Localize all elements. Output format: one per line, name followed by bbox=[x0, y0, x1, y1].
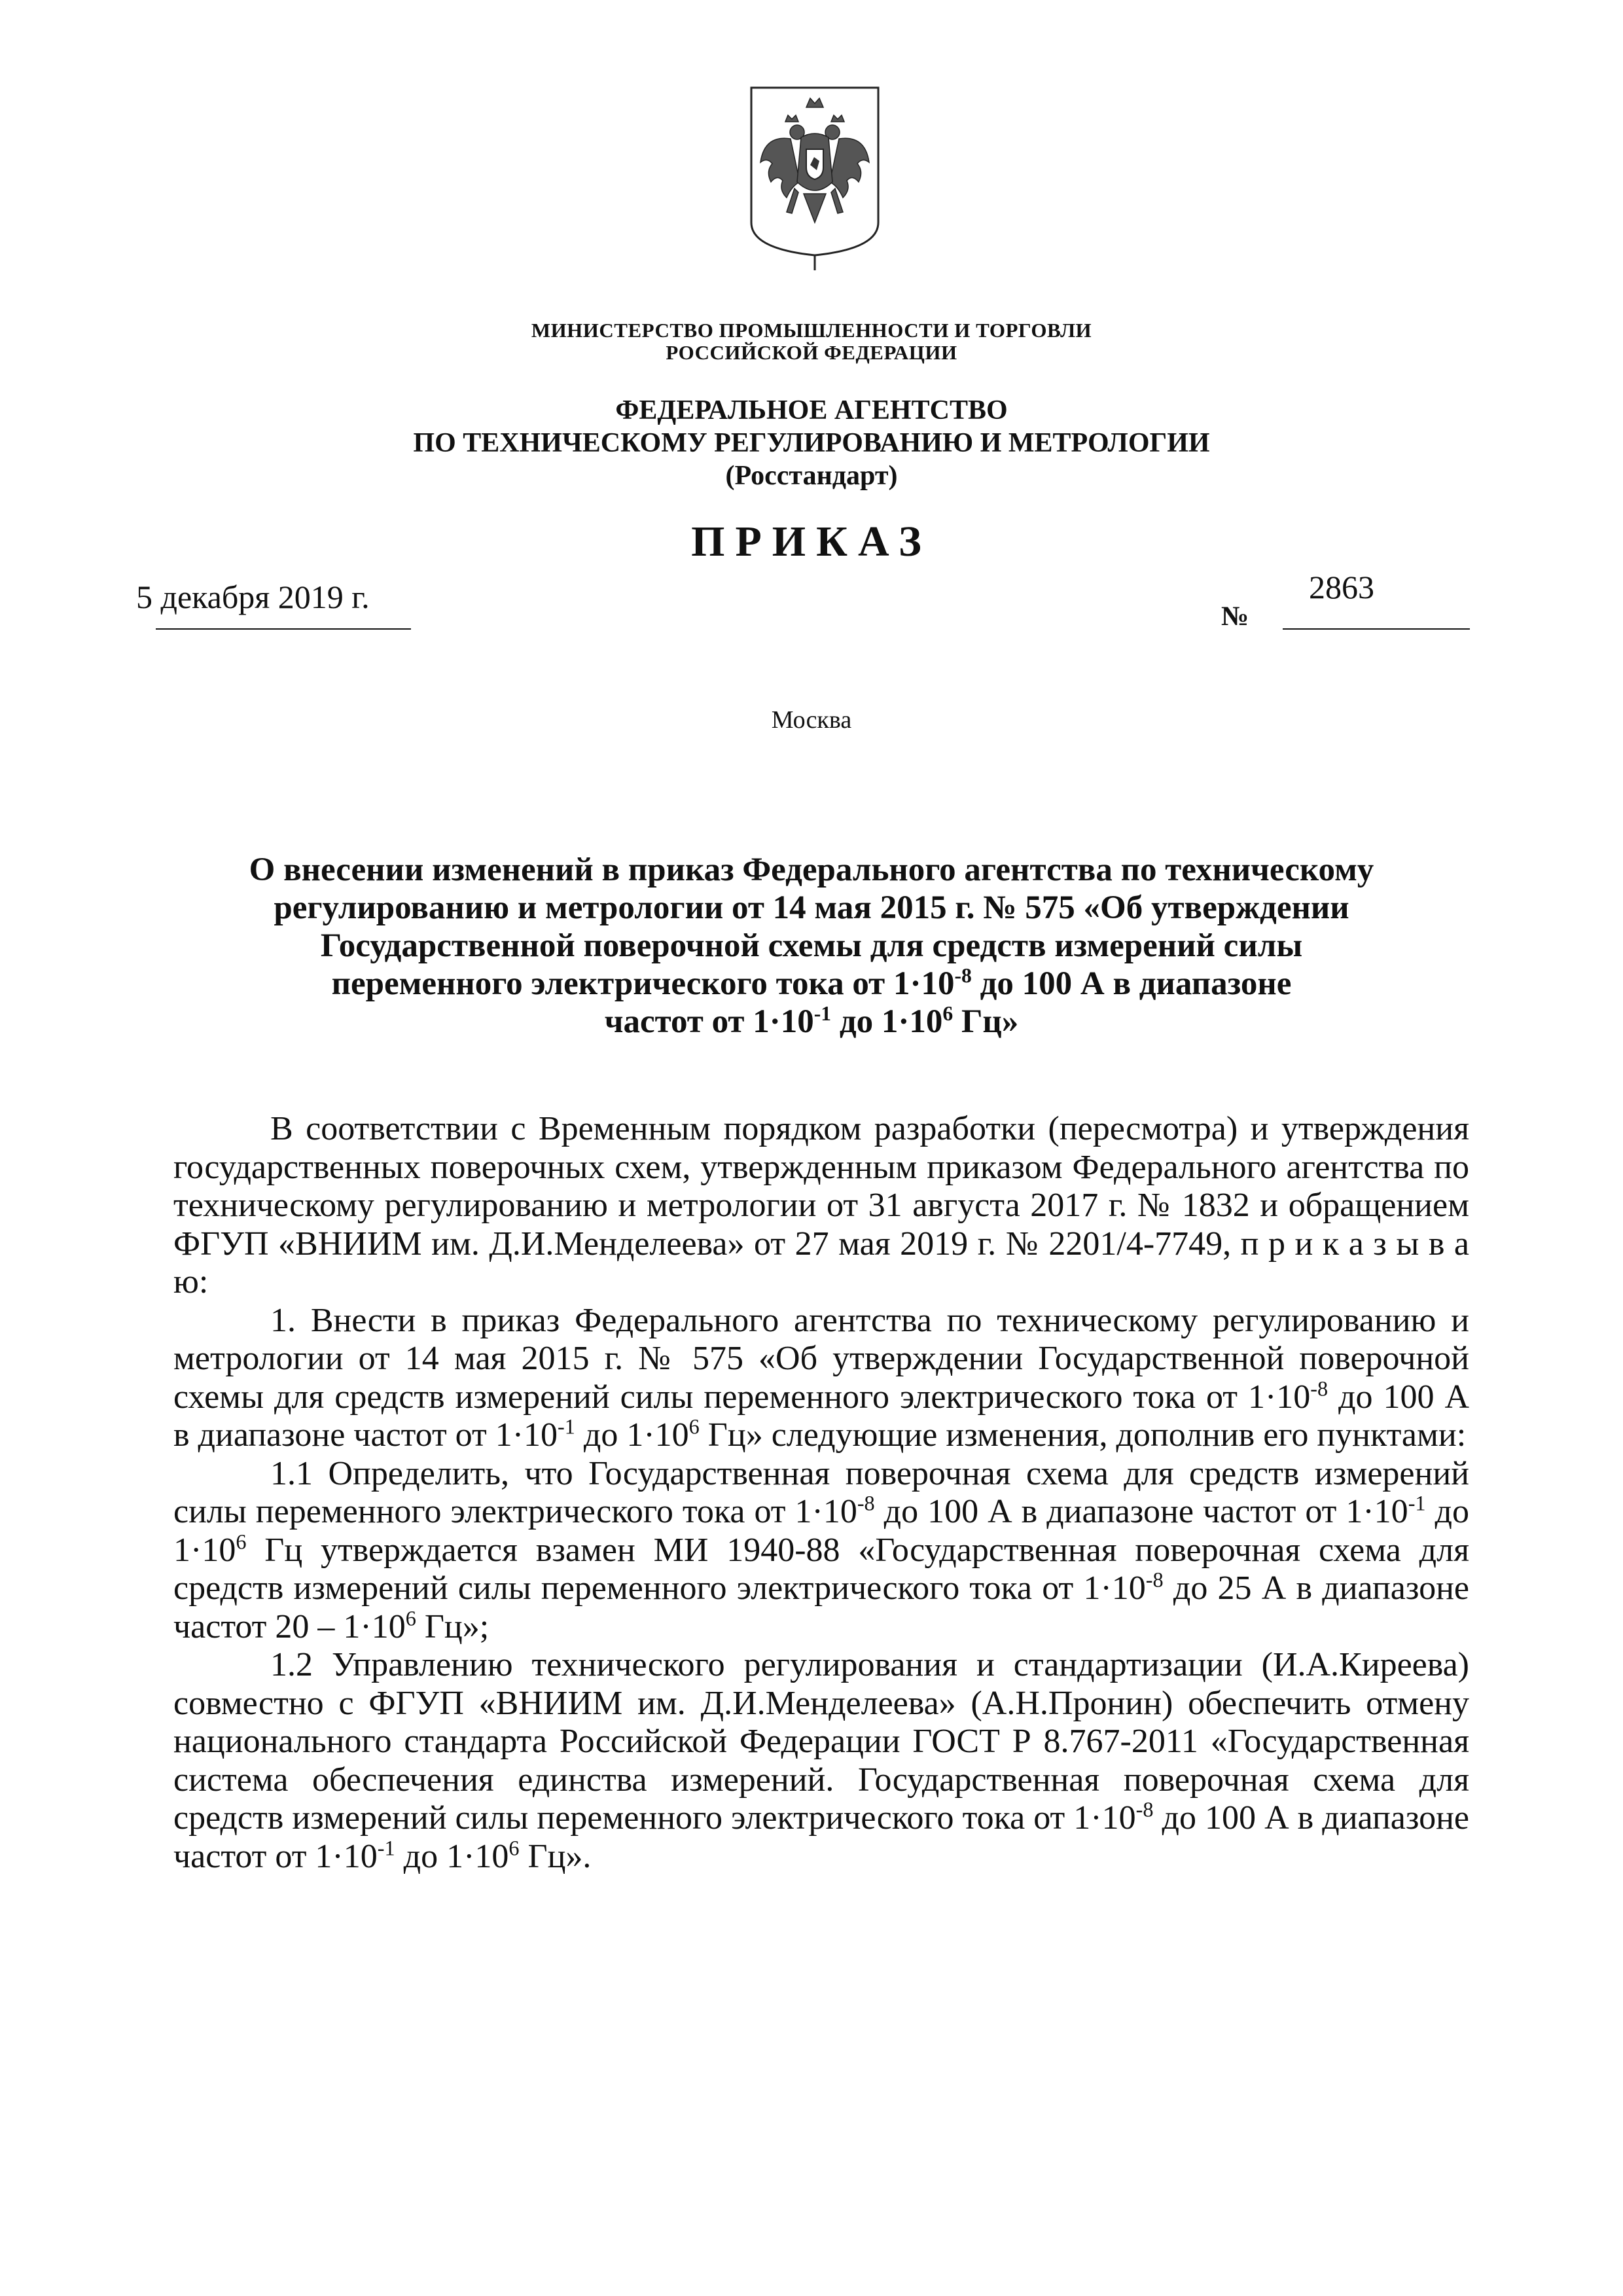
agency-name bbox=[0, 394, 1623, 492]
order-date: 5 декабря 2019 г. bbox=[136, 579, 370, 615]
order-title: ПРИКАЗ bbox=[691, 518, 932, 565]
subject-line: частот от $1\cdot 10^{-1}$ до $1\cdot 10^6$ Гц» bbox=[604, 1002, 1019, 1040]
item-1-1-paragraph: 1.1 Определить, что Государственная поверочная схема для средств измерений силы переменного электрического тока от $1\cdot 10^{-8}$ до 100 А в диапазоне частот от $1\cdot 10^{-1}$ до $1\cdot 10^6$ Гц утверждается взамен МИ 1940-88 «Государственная поверочная схема для средств измерений силы переменного электрического тока от $1\cdot 10^{-8}$ до 25 А в диапазоне частот $20 - 1\cdot 10^6$ Гц»; bbox=[173, 1454, 1469, 1645]
ministry-name-line1: МИНИСТЕРСТВО ПРОМЫШЛЕННОСТИ И ТОРГОВЛИ bbox=[531, 319, 1092, 342]
order-number-sign: № bbox=[1221, 601, 1249, 632]
order-subject bbox=[118, 851, 1505, 1041]
subject-line: переменного электрического тока от $1\cdot 10^{-8}$ до 100 А в диапазоне bbox=[331, 964, 1292, 1002]
preamble-paragraph: В соответствии с Временным порядком разработки (пересмотра) и утверждения государственных поверочных схем, утвержденным приказом Федерального агентства по техническому регулированию и метрологии от 31 августа 2017 г. № 1832 и обращением ФГУП «ВНИИМ им. Д.И.Менделеева» от 27 мая 2019 г. № 2201/4-7749, п р и к а з ы в а ю: bbox=[173, 1110, 1469, 1300]
city: Москва bbox=[771, 706, 852, 734]
agency-name-line1: ФЕДЕРАЛЬНОЕ АГЕНТСТВО bbox=[615, 395, 1008, 425]
number-underline bbox=[1283, 628, 1470, 630]
ministry-name bbox=[0, 319, 1623, 364]
ministry-name-line2: РОССИЙСКОЙ ФЕДЕРАЦИИ bbox=[666, 341, 957, 364]
subject-line: регулированию и метрологии от 14 мая 2015 г. № 575 «Об утверждении bbox=[274, 889, 1349, 926]
subject-line: Государственной поверочной схемы для средств измерений силы bbox=[320, 927, 1303, 964]
item-1-paragraph: 1. Внести в приказ Федерального агентства по техническому регулированию и метрологии от 14 мая 2015 г. № 575 «Об утверждении Государственной поверочной схемы для средств измерений силы переменного электрического тока от $1\cdot 10^{-8}$ до 100 А в диапазоне частот от $1\cdot 10^{-1}$ до $1\cdot 10^6$ Гц» следующие изменения, дополнив его пунктами: bbox=[173, 1301, 1469, 1454]
agency-name-line2: ПО ТЕХНИЧЕСКОМУ РЕГУЛИРОВАНИЮ И МЕТРОЛОГИИ bbox=[413, 428, 1210, 458]
agency-short-name: (Росстандарт) bbox=[725, 461, 898, 491]
state-emblem-icon bbox=[746, 84, 883, 272]
subject-line: О внесении изменений в приказ Федерального агентства по техническому bbox=[249, 852, 1374, 888]
order-body bbox=[173, 1110, 1469, 1876]
date-underline bbox=[156, 628, 411, 630]
item-1-2-paragraph: 1.2 Управлению технического регулирования и стандартизации (И.А.Киреева) совместно с ФГУП «ВНИИМ им. Д.И.Менделеева» (А.Н.Пронин) обеспечить отмену национального стандарта Российской Федерации ГОСТ Р 8.767-2011 «Государственная система обеспечения единства измерений. Государственная поверочная схема для средств измерений силы переменного электрического тока от $1\cdot 10^{-8}$ до 100 А в диапазоне частот от $1\cdot 10^{-1}$ до $1\cdot 10^6$ Гц». bbox=[173, 1646, 1469, 1875]
order-number: 2863 bbox=[1309, 569, 1374, 605]
